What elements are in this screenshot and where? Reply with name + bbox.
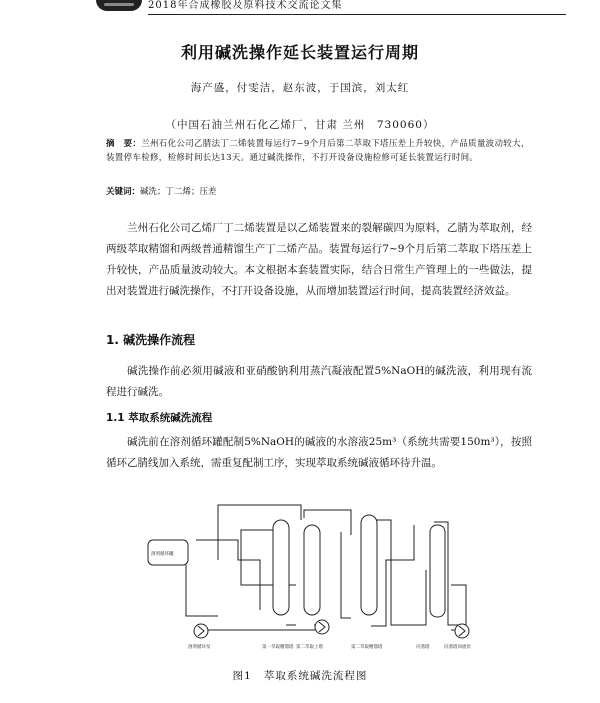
label-column-3: 第二萃取精馏塔 (351, 645, 383, 650)
column-4-shape (430, 525, 445, 617)
keywords (106, 185, 532, 199)
figure-caption-title: 萃取系统碱洗流程图 (263, 670, 368, 682)
abstract-text: 兰州石化公司乙腈法丁二烯装置每运行7~9个月后第二萃取下塔压差上升较快，产品质量波动较大，装置停车检修，检修时间长达13天。通过碱洗操作，不打开设备设施检修可延长装置运行时间。 (106, 139, 530, 163)
proceedings-logo-icon (96, 0, 142, 11)
section-1-heading: 1. 碱洗操作流程 (106, 333, 196, 347)
intro-paragraph: 兰州石化公司乙烯厂丁二烯装置是以乙烯装置来的裂解碳四为原料，乙腈为萃取剂，经两级萃取精馏和两级普通精馏生产丁二烯产品。装置每运行7~9个月后第二萃取下塔压差上升较快，产品质量波动较大。本文根据本套装置实际，结合日常生产管理上的一些做法，提出对装置进行碱洗操作，不打开设备设施，从而增加装置运行时间，提高装置经济效益。 (106, 222, 532, 297)
label-solvent-tank: 溶剂循环罐 (151, 552, 174, 557)
paper-title: 利用碱洗操作延长装置运行周期 (180, 43, 419, 62)
label-pump-2: 闪蒸塔回流泵 (444, 645, 471, 650)
label-pump-1: 溶剂循环泵 (188, 645, 211, 650)
affiliation: （中国石油兰州石化乙烯厂，甘肃 兰州 730060） (165, 119, 435, 131)
keywords-label: 关键词： (106, 187, 141, 197)
label-column-2: 第二萃取上塔 (296, 645, 323, 650)
section-1-1-paragraph: 碱洗前在溶剂循环罐配制5%NaOH的碱液的水溶液25m³（系统共需要150m³），按照循环乙腈线加入系统，需重复配制工序，实现萃取系统碱液循环待升温。 (106, 436, 532, 469)
section-1-paragraph: 碱洗操作前必须用碱液和亚硝酸钠利用蒸汽凝液配置5%NaOH的碱洗液，利用现有流程进行碱洗。 (106, 365, 532, 398)
keywords-text: 碱洗；丁二烯；压差 (140, 187, 217, 197)
pipe-lines (186, 505, 466, 630)
author-list: 海产盛，付雯洁，赵东波，于国滨，刘太红 (190, 82, 410, 94)
pump-1-shape (194, 624, 208, 638)
running-header (96, 0, 566, 16)
abstract (106, 137, 532, 165)
pump-2-shape (315, 620, 329, 634)
abstract-label: 摘 要： (106, 139, 142, 149)
figure-caption (0, 668, 600, 683)
figure-caption-number: 图1 (232, 670, 252, 682)
column-3-shape (361, 515, 377, 615)
running-header-text: 2018年合成橡胶及原料技术交流论文集 (148, 0, 343, 11)
column-2-shape (304, 525, 320, 615)
process-flow-diagram (146, 500, 496, 660)
section-1-1-heading: 1.1 萃取系统碱洗流程 (106, 412, 213, 424)
column-1-shape (273, 520, 289, 615)
label-column-4: 闪蒸塔 (416, 645, 430, 650)
label-column-1: 第一萃取精馏塔 (262, 645, 294, 650)
header-rule (148, 14, 566, 15)
pump-3-shape (455, 624, 469, 638)
